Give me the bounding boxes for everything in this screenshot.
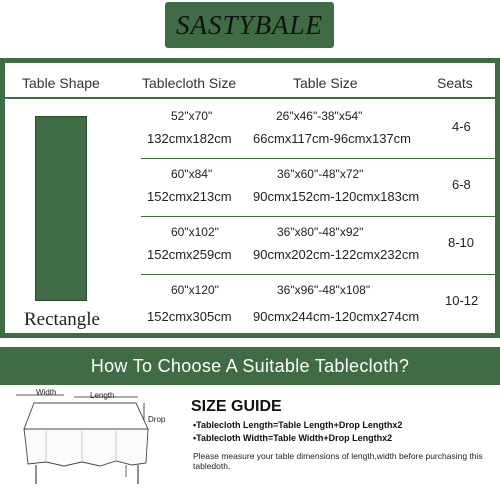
cloth-size-inches: 60"x102": [171, 225, 219, 239]
cloth-size-inches: 60"x120": [171, 283, 219, 297]
cloth-size-cm: 152cmx259cm: [147, 247, 232, 262]
header-tablecloth-size: Tablecloth Size: [142, 75, 237, 91]
table-row: [141, 275, 495, 333]
table-size-inches: 36"x80"-48"x92": [277, 225, 364, 239]
table-header-row: [5, 63, 495, 99]
table-row: [141, 101, 495, 159]
header-table-size: Table Size: [293, 75, 358, 91]
shape-label: Rectangle: [24, 309, 100, 330]
table-size-cm: 90cmx202cm-122cmx232cm: [253, 247, 420, 262]
cloth-size-inches: 52"x70": [171, 109, 213, 123]
seats-value: 10-12: [445, 293, 479, 308]
tablecloth-illustration: [8, 387, 178, 487]
table-row: [141, 217, 495, 275]
table-size-cm: 90cmx244cm-120cmx274cm: [253, 309, 420, 324]
length-label: Length: [90, 391, 115, 400]
cloth-size-cm: 152cmx213cm: [147, 189, 232, 204]
header-table-shape: Table Shape: [22, 75, 100, 91]
table-size-inches: 36"x60"-48"x72": [277, 167, 364, 181]
cloth-size-cm: 132cmx182cm: [147, 131, 232, 146]
header-seats: Seats: [437, 75, 473, 91]
seats-value: 6-8: [452, 177, 471, 192]
size-guide-title: SIZE GUIDE: [191, 398, 282, 415]
table-size-cm: 90cmx152cm-120cmx183cm: [253, 189, 420, 204]
seats-value: 8-10: [448, 235, 475, 250]
measure-note: Please measure your table dimensions of length,width before purchasing this tabledoth.: [193, 451, 483, 471]
brand-name: SASTYBALE: [175, 9, 324, 40]
guide-length-formula: •Tablecloth Length=Table Length+Drop Lengthx2: [193, 420, 403, 430]
table-size-inches: 26"x46"-38"x54": [276, 109, 363, 123]
table-size-inches: 36"x96"-48"x108": [277, 283, 371, 297]
cloth-size-cm: 152cmx305cm: [147, 309, 232, 324]
guide-width-formula: •Tablecloth Width=Table Width+Drop Lengthx2: [193, 433, 393, 443]
shape-column: [5, 101, 141, 333]
drop-label: Drop: [148, 415, 166, 424]
table-row: [141, 159, 495, 217]
guide-banner: [0, 347, 500, 385]
cloth-size-inches: 60"x84": [171, 167, 213, 181]
size-table: [0, 58, 500, 338]
rectangle-swatch: [35, 116, 87, 301]
brand-logo-box: [165, 2, 334, 48]
table-size-cm: 66cmx117cm-96cmx137cm: [253, 131, 411, 146]
seats-value: 4-6: [452, 119, 471, 134]
width-label: Width: [36, 388, 57, 397]
banner-title: How To Choose A Suitable Tablecloth?: [90, 355, 410, 376]
tablecloth-diagram: [8, 387, 178, 487]
